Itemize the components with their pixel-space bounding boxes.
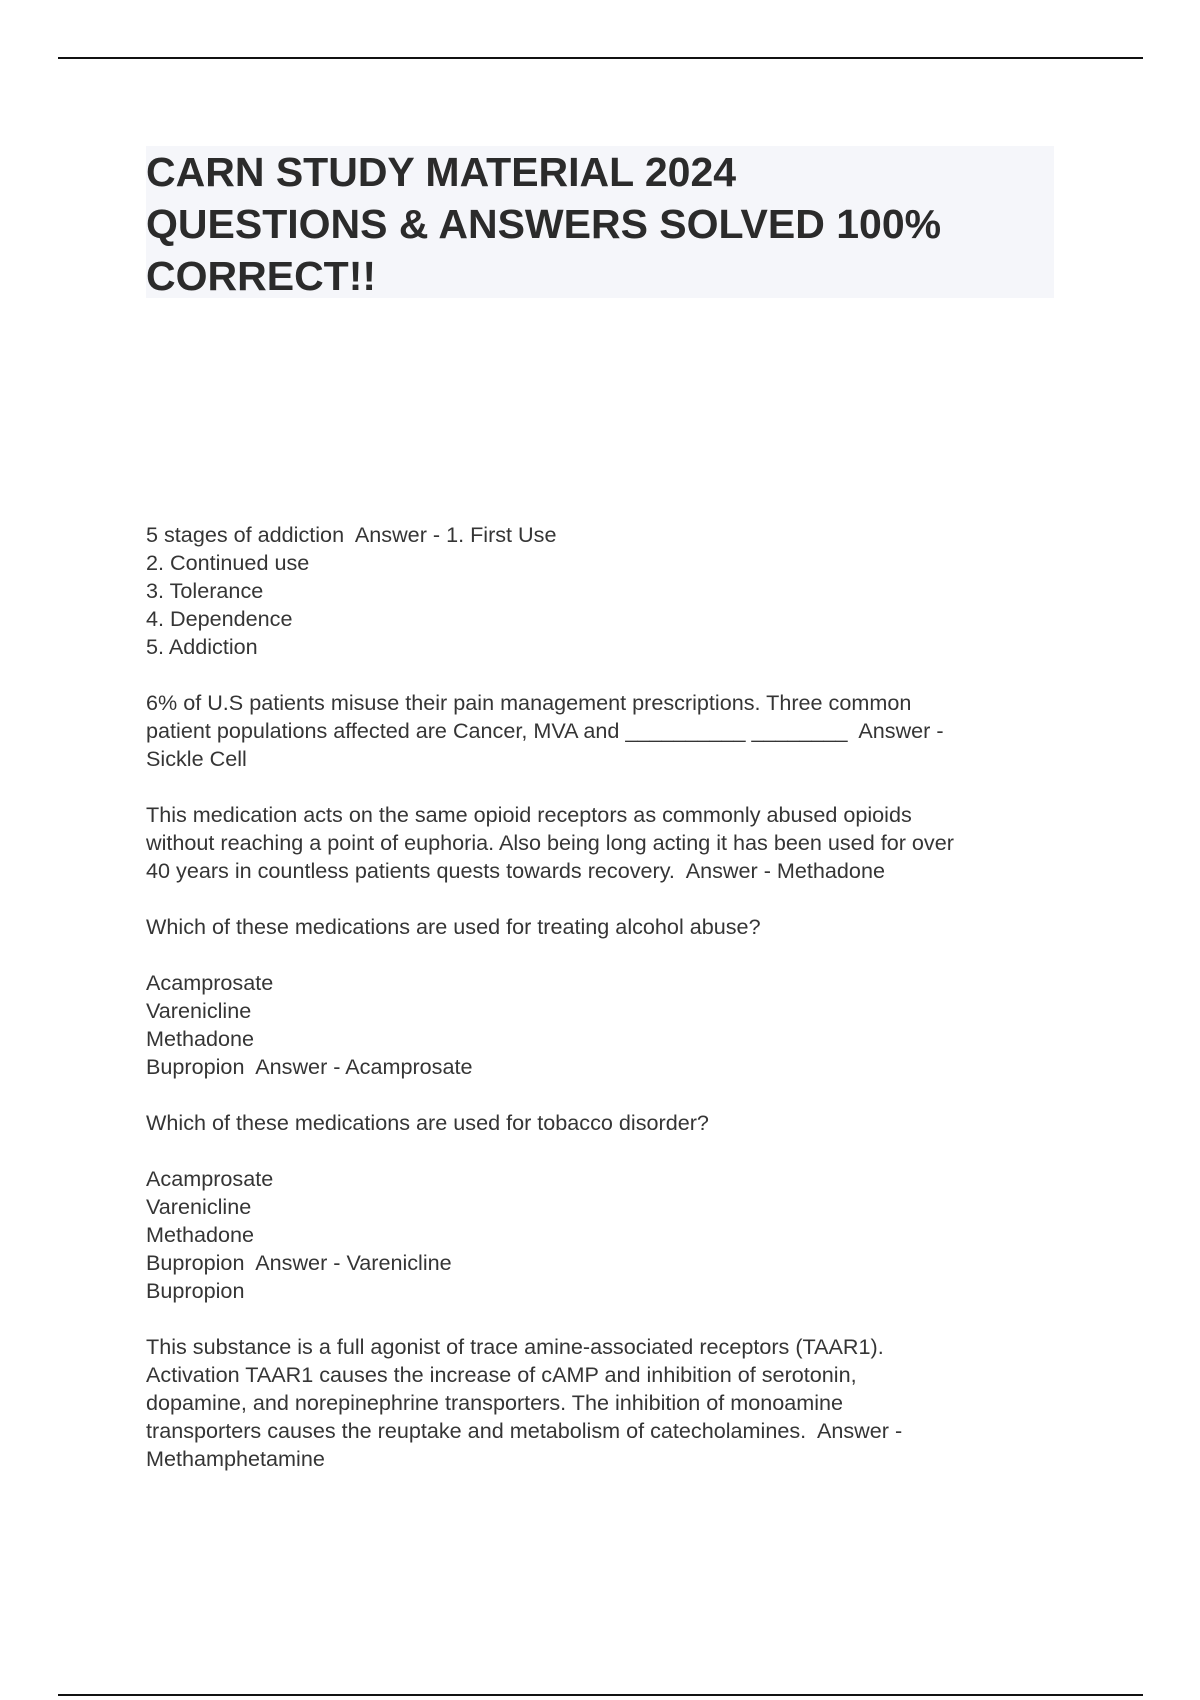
qa-line: 4. Dependence [146,606,293,631]
qa-line: Sickle Cell [146,746,247,771]
header-rule [58,57,1143,59]
title-line: CORRECT!! [146,253,377,299]
footer-rule [58,1694,1143,1696]
qa-line: Varenicline [146,1194,252,1219]
qa-block [146,1165,1066,1305]
qa-line: 5. Addiction [146,634,258,659]
qa-line: without reaching a point of euphoria. Also being long acting it has been used for over [146,830,954,855]
qa-block [146,521,1066,661]
qa-line: dopamine, and norepinephrine transporters. The inhibition of monoamine [146,1390,844,1415]
qa-line: Methamphetamine [146,1446,325,1471]
qa-line: Varenicline [146,998,252,1023]
qa-line: Bupropion Answer - Varenicline [146,1250,452,1275]
qa-line: Activation TAAR1 causes the increase of cAMP and inhibition of serotonin, [146,1362,857,1387]
title-line: QUESTIONS & ANSWERS SOLVED 100% [146,201,942,247]
qa-line: Which of these medications are used for tobacco disorder? [146,1110,709,1135]
qa-block [146,913,1066,941]
qa-block [146,801,1066,885]
qa-line: This substance is a full agonist of trace amine-associated receptors (TAAR1). [146,1334,884,1359]
title-line: CARN STUDY MATERIAL 2024 [146,149,737,195]
qa-line: Bupropion [146,1278,245,1303]
qa-line: Methadone [146,1026,255,1051]
qa-line: patient populations affected are Cancer, MVA and __________ ________ Answer - [146,718,944,743]
qa-line: 3. Tolerance [146,578,264,603]
page-title [146,146,1054,302]
qa-line: 5 stages of addiction Answer - 1. First Use [146,522,557,547]
qa-content [146,521,1066,1501]
qa-line: 6% of U.S patients misuse their pain management prescriptions. Three common [146,690,912,715]
qa-line: Bupropion Answer - Acamprosate [146,1054,473,1079]
qa-line: 40 years in countless patients quests towards recovery. Answer - Methadone [146,858,885,883]
qa-line: Which of these medications are used for treating alcohol abuse? [146,914,761,939]
qa-line: This medication acts on the same opioid receptors as commonly abused opioids [146,802,912,827]
qa-block [146,969,1066,1081]
qa-line: 2. Continued use [146,550,310,575]
qa-line: transporters causes the reuptake and metabolism of catecholamines. Answer - [146,1418,903,1443]
qa-block [146,1333,1066,1473]
qa-line: Acamprosate [146,1166,274,1191]
qa-line: Methadone [146,1222,255,1247]
qa-block [146,689,1066,773]
qa-line: Acamprosate [146,970,274,995]
qa-block [146,1109,1066,1137]
